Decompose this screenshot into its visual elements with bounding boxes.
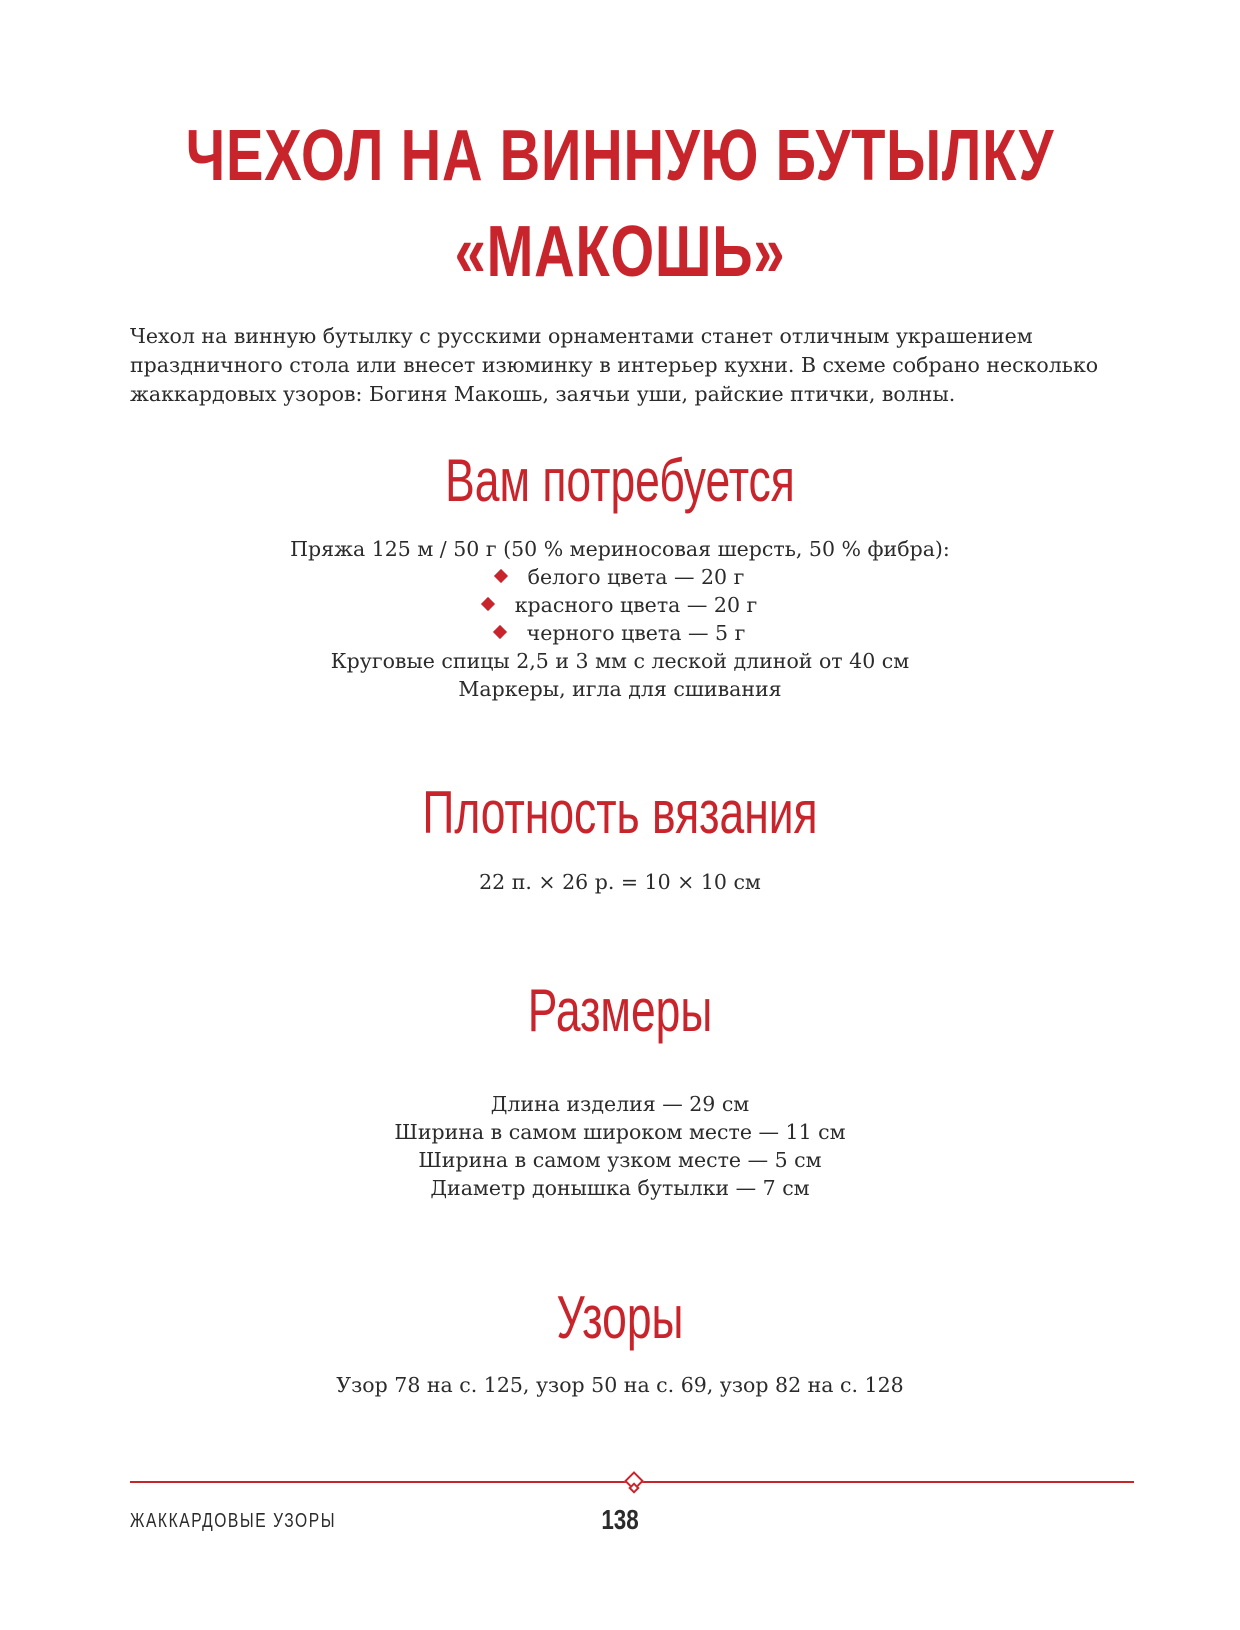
size-bottom-diameter: Диаметр донышка бутылки — 7 см: [430, 1176, 810, 1200]
gauge-value: 22 п. × 26 р. = 10 × 10 см: [479, 870, 761, 894]
gauge-heading: Плотность вязания: [422, 779, 818, 846]
color-item-white: [0, 563, 1240, 591]
color-item-red: [0, 591, 1240, 619]
diamond-bullet-icon: [494, 569, 508, 583]
diamond-bullet-icon: [493, 625, 507, 639]
running-footer-section: ЖАККАРДОВЫЕ УЗОРЫ: [130, 1510, 337, 1532]
page-number: 138: [601, 1504, 639, 1535]
page-title-line-1: ЧЕХОЛ НА ВИННУЮ БУТЫЛКУ: [185, 116, 1055, 196]
sizes-heading: Размеры: [527, 977, 713, 1044]
materials-list: [0, 535, 1240, 703]
materials-heading: Вам потребуется: [445, 447, 795, 514]
diamond-bullet-icon: [481, 597, 495, 611]
gauge-block: [0, 868, 1240, 896]
patterns-block: [0, 1371, 1240, 1399]
sizes-list: [0, 1090, 1240, 1202]
color-item-label: черного цвета — 5 г: [526, 621, 746, 645]
size-length: Длина изделия — 29 см: [490, 1092, 750, 1116]
patterns-heading: Узоры: [556, 1284, 684, 1351]
size-max-width: Ширина в самом широком месте — 11 см: [394, 1120, 846, 1144]
tools-line: Маркеры, игла для сшивания: [458, 677, 782, 701]
size-min-width: Ширина в самом узком месте — 5 см: [418, 1148, 822, 1172]
yarn-line: Пряжа 125 м / 50 г (50 % мериносовая шерсть, 50 % фибра):: [290, 537, 950, 561]
needles-line: Круговые спицы 2,5 и 3 мм с леской длиной от 40 см: [330, 649, 910, 673]
color-item-black: [0, 619, 1240, 647]
intro-paragraph: Чехол на винную бутылку с русскими орнаментами станет отличным украшением праздничного стола или внесет изюминку в интерьер кухни. В схеме собрано несколько жаккардовых узоров: Богиня Макошь, заячьи уши, райские птички, волны.: [130, 324, 1099, 406]
patterns-value: Узор 78 на с. 125, узор 50 на с. 69, узор 82 на с. 128: [336, 1373, 904, 1397]
color-item-label: белого цвета — 20 г: [527, 565, 745, 589]
color-item-label: красного цвета — 20 г: [514, 593, 758, 617]
page-title-line-2: «МАКОШЬ»: [454, 212, 786, 292]
